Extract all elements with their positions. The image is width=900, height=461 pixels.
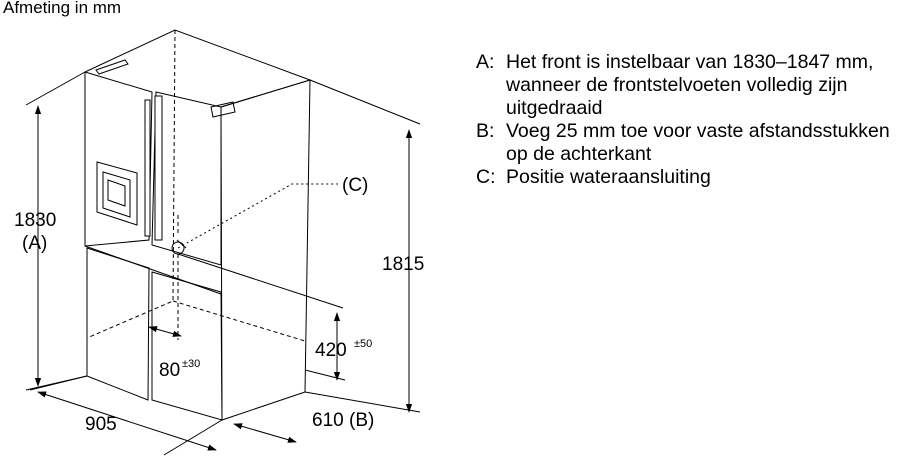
label-height-front-ref: (A) — [22, 233, 48, 254]
label-width: 905 — [85, 414, 117, 435]
door-handle-left — [145, 100, 150, 236]
label-height-front: 1830 — [14, 210, 57, 231]
legend-key: B: — [476, 120, 495, 142]
legend-key: A: — [476, 51, 495, 73]
dimension-labels — [14, 175, 424, 435]
fridge-side-panel — [221, 80, 310, 420]
fridge-left-door — [85, 72, 152, 246]
label-depth: 610 — [312, 410, 344, 431]
label-connection-offset-tol: ±30 — [182, 358, 201, 370]
label-depth-ref: (B) — [349, 410, 375, 431]
legend-key: C: — [476, 166, 496, 188]
legend-item-b — [476, 120, 900, 166]
fridge-lower-left-drawer — [87, 248, 149, 400]
legend-item-c — [476, 166, 900, 189]
label-connection-offset: 80 — [159, 360, 181, 381]
label-connection-height-tol: ±50 — [354, 338, 373, 350]
top-hinge-left — [96, 60, 128, 74]
door-handle-right — [155, 96, 162, 240]
diagram-title: Afmeting in mm — [3, 0, 122, 17]
fridge-lower-right-drawer — [152, 272, 222, 420]
legend-text: Voeg 25 mm toe voor vaste afstandsstukken op de achterkant — [506, 120, 890, 165]
legend-text: Positie wateraansluiting — [506, 166, 711, 188]
legend — [476, 51, 900, 189]
label-height-back: 1815 — [382, 254, 425, 275]
label-connection-height: 420 — [315, 340, 347, 361]
legend-text: Het front is instelbaar van 1830–1847 mm, wanneer de frontstelvoeten volledig zijn uitgedraaid — [506, 51, 874, 119]
label-connection-ref: (C) — [342, 175, 369, 196]
legend-item-a — [476, 51, 900, 120]
